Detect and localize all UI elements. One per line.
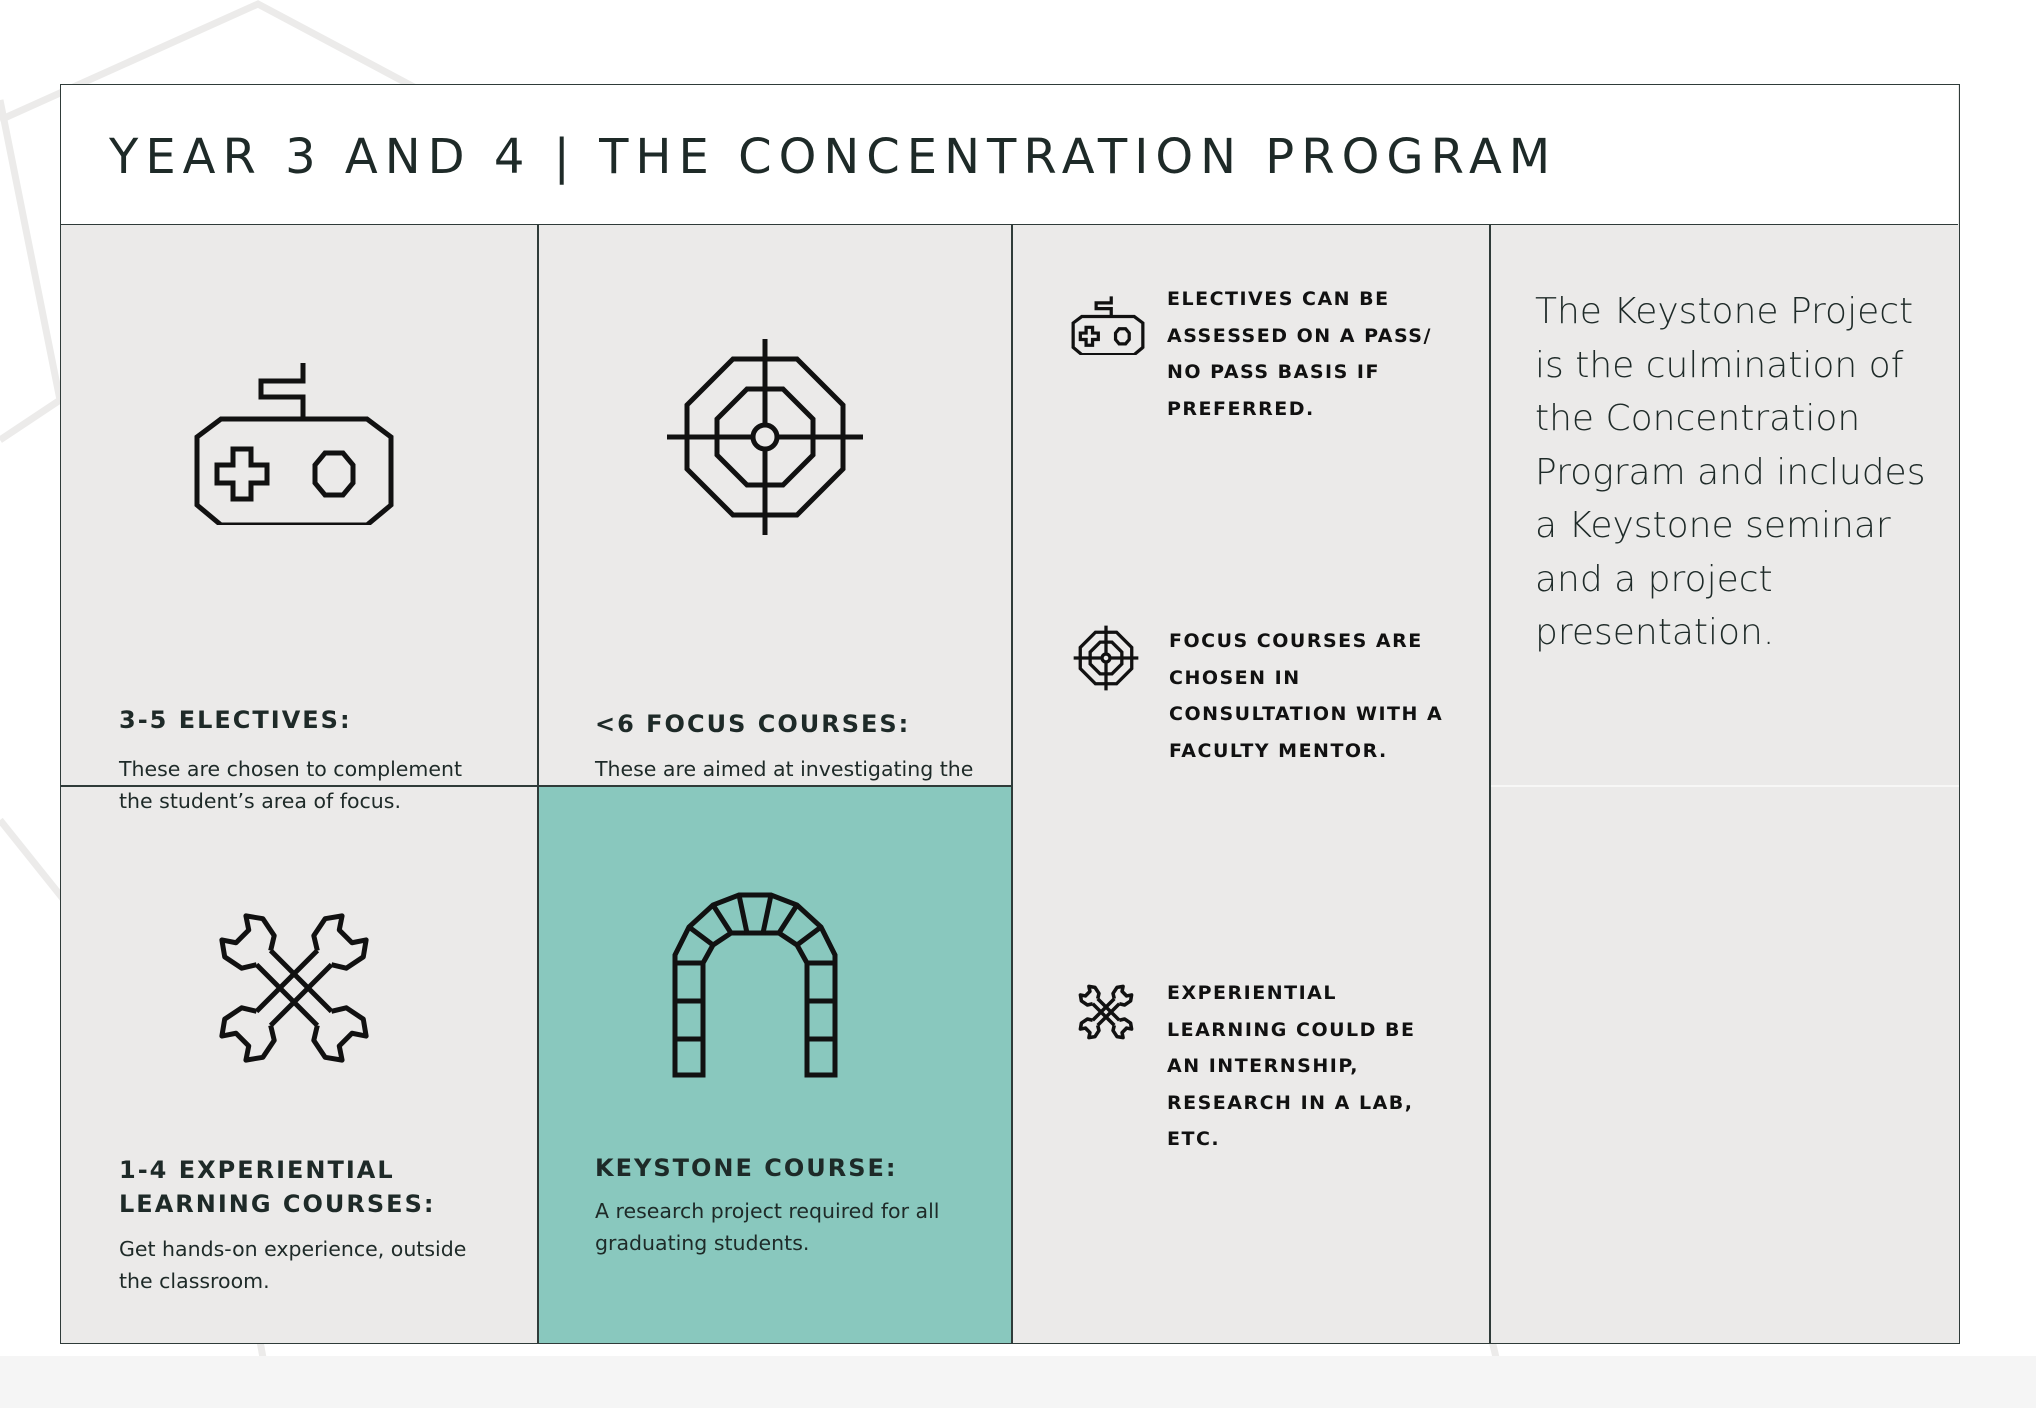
game-controller-icon [1071, 291, 1145, 355]
card-description: These are chosen to complement the student’s area of focus. [119, 757, 463, 813]
note-electives [1071, 281, 1521, 441]
card-heading: <6 FOCUS COURSES: [595, 710, 911, 738]
footer-strip [0, 1356, 2036, 1408]
note-text: ELECTIVES CAN BE ASSESSED ON A PASS/ NO PASS BASIS IF PREFERRED. [1167, 288, 1432, 420]
grid-divider [61, 785, 1013, 787]
note-text: FOCUS COURSES ARE CHOSEN IN CONSULTATION WITH A FACULTY MENTOR. [1169, 630, 1444, 762]
grid-divider [1011, 225, 1013, 1343]
card-heading: KEYSTONE COURSE: [595, 1154, 898, 1182]
keystone-course-card [537, 785, 1013, 1343]
title-bar [61, 85, 1958, 225]
note-experiential [1071, 975, 1521, 1150]
page-title: YEAR 3 AND 4 | THE CONCENTRATION PROGRAM [109, 129, 1558, 185]
card-heading: 1-4 EXPERIENTIAL LEARNING COURSES: [119, 1156, 436, 1218]
note-focus-courses [1071, 623, 1521, 783]
concentration-program-panel [60, 84, 1960, 1344]
keystone-summary: The Keystone Project is the culmination of the Concentration Program and includes a Keystone seminar and a project presentation. [1535, 291, 1926, 653]
card-description: A research project required for all graduating students. [595, 1199, 940, 1255]
target-crosshair-icon [1073, 625, 1139, 691]
card-description: Get hands-on experience, outside the classroom. [119, 1237, 467, 1293]
card-description: These are aimed at investigating the [595, 757, 974, 781]
grid-divider [1491, 785, 1959, 787]
game-controller-icon [191, 349, 397, 525]
keystone-arch-icon [667, 889, 843, 1079]
target-crosshair-icon [665, 337, 865, 537]
electives-card [61, 225, 537, 813]
experiential-learning-card [61, 785, 537, 1343]
crossed-wrenches-icon [201, 895, 387, 1081]
focus-courses-card [537, 225, 1013, 785]
grid-divider [537, 225, 539, 1343]
note-text: EXPERIENTIAL LEARNING COULD BE AN INTERNSHIP, RESEARCH IN A LAB, ETC. [1167, 982, 1416, 1150]
card-heading: 3-5 ELECTIVES: [119, 706, 352, 734]
crossed-wrenches-icon [1073, 979, 1139, 1045]
